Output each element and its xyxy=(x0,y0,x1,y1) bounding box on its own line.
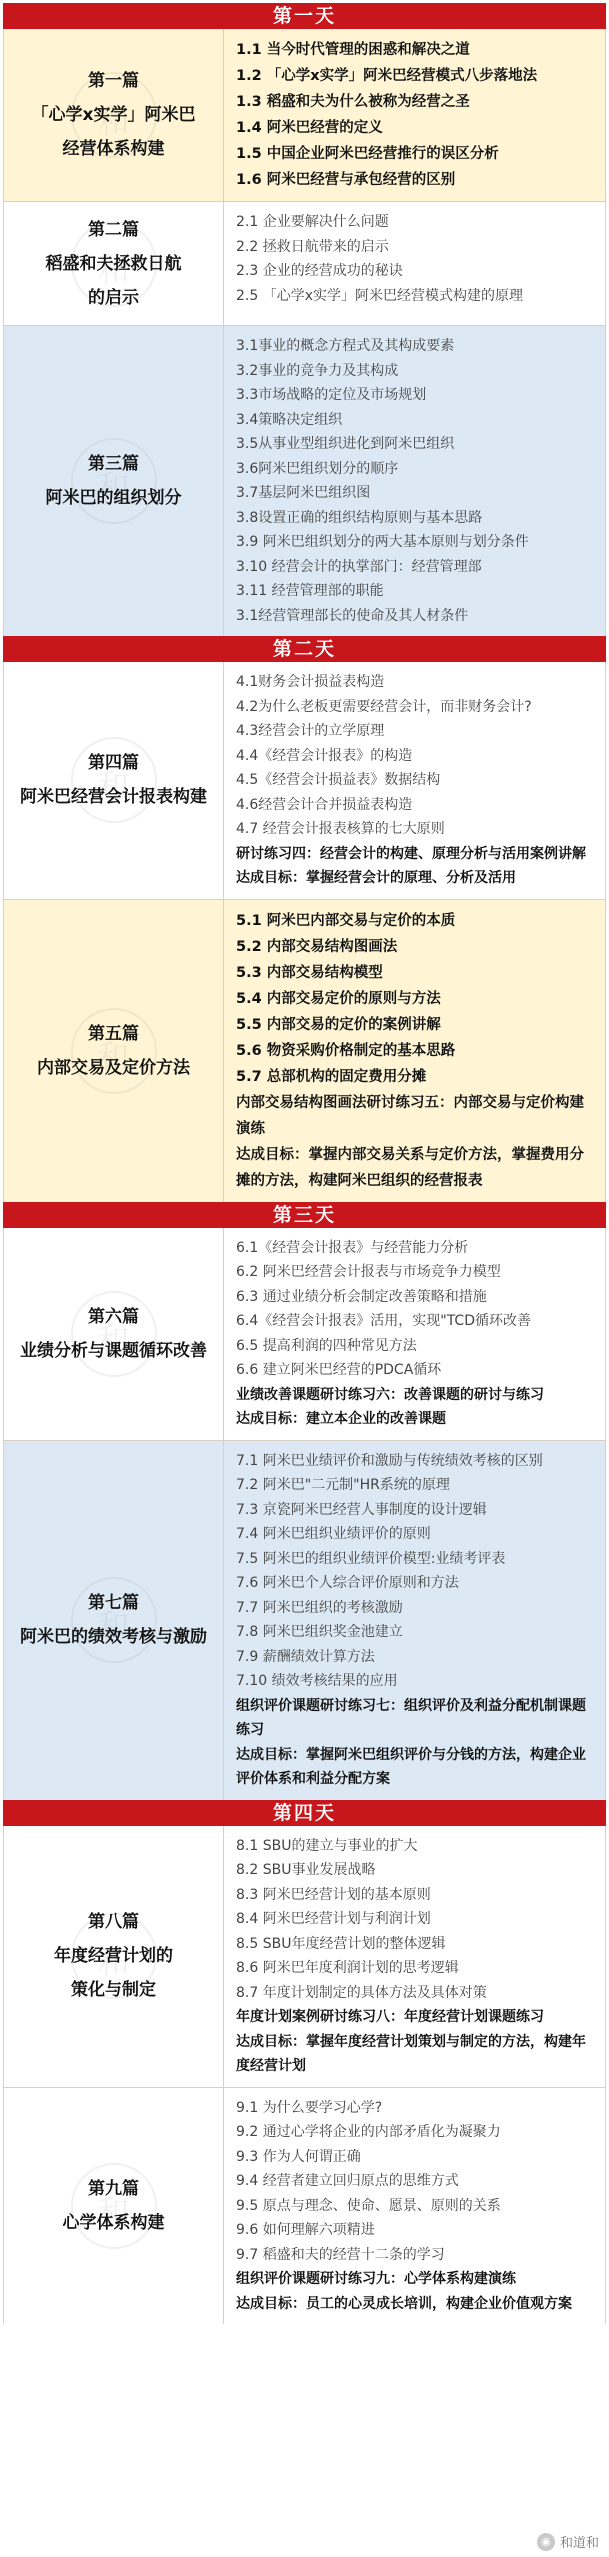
chapter-title-cell xyxy=(4,1228,224,1440)
topic-item: 3.4策略决定组织 xyxy=(236,411,343,428)
chapter-row xyxy=(3,2087,606,2325)
topic-item: 5.6 物资采购价格制定的基本思路 xyxy=(236,1042,456,1059)
practice-item: 年度计划案例研讨练习八：年度经营计划课题练习 xyxy=(236,2009,544,2025)
topic-item: 4.2为什么老板更需要经营会计，而非财务会计? xyxy=(236,698,532,715)
topic-item: 8.5 SBU年度经营计划的整体逻辑 xyxy=(236,1935,446,1952)
chapter-title: 阿米巴的绩效考核与激励 xyxy=(20,1627,207,1647)
chapter-topics xyxy=(224,29,605,201)
chapter-topics xyxy=(224,662,605,899)
topic-item: 1.6 阿米巴经营与承包经营的区别 xyxy=(236,172,456,188)
topic-item: 9.1 为什么要学习心学? xyxy=(236,2099,383,2116)
day-header: 第一天 xyxy=(3,3,606,29)
chapter-row xyxy=(3,325,606,636)
topic-item: 4.7 经营会计报表核算的七大原则 xyxy=(236,821,445,837)
chapter-title: 年度经营计划的 xyxy=(54,1946,173,1966)
chapter-title-cell xyxy=(4,1441,224,1800)
chapter-number: 第五篇 xyxy=(88,1023,139,1044)
topic-item: 8.2 SBU事业发展战略 xyxy=(236,1862,376,1878)
topic-item: 9.5 原点与理念、使命、愿景、原则的关系 xyxy=(236,2197,501,2214)
practice-item: 内部交易结构图画法研讨练习五：内部交易与定价构建演练 xyxy=(236,1094,584,1137)
topic-item: 9.2 通过心学将企业的内部矛盾化为凝聚力 xyxy=(236,2124,501,2140)
chapter-title: 稻盛和夫拯救日航 xyxy=(45,253,182,274)
topic-item: 5.5 内部交易的定价的案例讲解 xyxy=(236,1016,441,1033)
chapter-title-cell xyxy=(4,1826,224,2087)
chapter-row xyxy=(3,662,606,899)
chapter-title: 业绩分析与课题循环改善 xyxy=(20,1340,207,1361)
topic-item: 2.2 拯救日航带来的启示 xyxy=(236,238,389,255)
chapter-topics xyxy=(224,2088,605,2325)
topic-item: 3.11 经营管理部的职能 xyxy=(236,583,384,599)
chapter-title-cell xyxy=(4,662,224,899)
topic-item: 5.2 内部交易结构图画法 xyxy=(236,938,398,955)
topic-item: 4.5《经营会计损益表》数据结构 xyxy=(236,772,441,788)
chapter-row xyxy=(3,1440,606,1800)
chapter-title: 内部交易及定价方法 xyxy=(37,1057,190,1078)
topic-item: 7.2 阿米巴"二元制"HR系统的原理 xyxy=(236,1477,450,1493)
chapter-row xyxy=(3,201,606,325)
topic-item: 2.5 「心学x实学」阿米巴经营模式构建的原理 xyxy=(236,287,523,304)
chapter-number: 第三篇 xyxy=(88,454,139,474)
goal-item: 达成目标：掌握年度经营计划策划与制定的方法，构建年度经营计划 xyxy=(236,2033,586,2074)
topic-item: 6.2 阿米巴经营会计报表与市场竞争力模型 xyxy=(236,1264,501,1280)
goal-item: 达成目标：员工的心灵成长培训，构建企业价值观方案 xyxy=(236,2295,572,2312)
wechat-icon: ◉ xyxy=(537,2533,555,2551)
topic-item: 3.7基层阿米巴组织图 xyxy=(236,485,371,501)
topic-item: 3.2事业的竞争力及其构成 xyxy=(236,362,399,379)
chapter-number: 第六篇 xyxy=(88,1306,139,1327)
chapter-title: 阿米巴的组织划分 xyxy=(45,488,182,508)
topic-item: 3.9 阿米巴组织划分的两大基本原则与划分条件 xyxy=(236,534,529,550)
day-header: 第四天 xyxy=(3,1800,606,1826)
topic-item: 9.4 经营者建立回归原点的思维方式 xyxy=(236,2173,459,2189)
chapter-topics xyxy=(224,202,605,325)
footer-brand: 和道和 xyxy=(559,2536,599,2551)
chapter-number: 第四篇 xyxy=(88,753,139,774)
chapter-number: 第七篇 xyxy=(88,1593,139,1613)
topic-item: 7.10 绩效考核结果的应用 xyxy=(236,1673,398,1689)
chapter-row xyxy=(3,899,606,1202)
chapter-title: 「心学x实学」阿米巴 xyxy=(31,105,196,125)
topic-item: 7.1 阿米巴业绩评价和激励与传统绩效考核的区别 xyxy=(236,1452,543,1469)
chapter-title: 阿米巴经营会计报表构建 xyxy=(20,787,207,808)
topic-item: 4.1财务会计损益表构造 xyxy=(236,674,385,690)
topic-item: 1.5 中国企业阿米巴经营推行的误区分析 xyxy=(236,146,499,162)
topic-item: 6.4《经营会计报表》活用，实现"TCD循环改善 xyxy=(236,1313,531,1329)
chapter-title-cell xyxy=(4,29,224,201)
chapter-title-cell xyxy=(4,2088,224,2325)
practice-item: 组织评价课题研讨练习九：心学体系构建演练 xyxy=(236,2271,516,2287)
topic-item: 3.1事业的概念方程式及其构成要素 xyxy=(236,338,455,354)
topic-item: 1.3 稻盛和夫为什么被称为经营之圣 xyxy=(236,94,470,110)
topic-item: 7.9 薪酬绩效计算方法 xyxy=(236,1648,375,1665)
topic-item: 8.4 阿米巴经营计划与利润计划 xyxy=(236,1911,431,1927)
course-content xyxy=(3,3,606,2324)
topic-item: 7.7 阿米巴组织的考核激励 xyxy=(236,1599,403,1616)
topic-item: 3.3市场战略的定位及市场规划 xyxy=(236,387,427,403)
topic-item: 9.6 如何理解六项精进 xyxy=(236,2222,375,2238)
chapter-title-cell xyxy=(4,202,224,325)
topic-item: 4.6经营会计合并损益表构造 xyxy=(236,796,413,813)
topic-item: 2.3 企业的经营成功的秘诀 xyxy=(236,263,403,279)
goal-item: 达成目标：建立本企业的改善课题 xyxy=(236,1411,446,1427)
chapter-title: 心学体系构建 xyxy=(62,2212,165,2233)
topic-item: 8.1 SBU的建立与事业的扩大 xyxy=(236,1837,418,1854)
topic-item: 8.7 年度计划制定的具体方法及具体对策 xyxy=(236,1984,487,2001)
goal-item: 达成目标：掌握内部交易关系与定价方法，掌握费用分摊的方法，构建阿米巴组织的经营报表 xyxy=(236,1146,584,1189)
chapter-number: 第九篇 xyxy=(88,2178,139,2199)
topic-item: 6.6 建立阿米巴经营的PDCA循环 xyxy=(236,1362,442,1378)
goal-item: 达成目标：掌握阿米巴组织评价与分钱的方法，构建企业评价体系和利益分配方案 xyxy=(236,1746,586,1787)
chapter-title: 经营体系构建 xyxy=(62,139,165,159)
topic-item: 5.4 内部交易定价的原则与方法 xyxy=(236,990,441,1007)
topic-item: 3.8设置正确的组织结构原则与基本思路 xyxy=(236,509,483,526)
chapter-row xyxy=(3,29,606,201)
chapter-row xyxy=(3,1228,606,1440)
topic-item: 3.6阿米巴组织划分的顺序 xyxy=(236,460,399,477)
practice-item: 业绩改善课题研讨练习六：改善课题的研讨与练习 xyxy=(236,1386,544,1403)
day-header: 第二天 xyxy=(3,636,606,662)
topic-item: 1.1 当今时代管理的困惑和解决之道 xyxy=(236,42,470,58)
chapter-title-cell xyxy=(4,900,224,1202)
chapter-number: 第二篇 xyxy=(88,219,139,240)
practice-item: 组织评价课题研讨练习七：组织评价及利益分配机制课题练习 xyxy=(236,1697,586,1738)
footer-watermark xyxy=(537,2532,599,2551)
topic-item: 3.1经营管理部长的使命及其人材条件 xyxy=(236,607,469,624)
goal-item: 达成目标：掌握经营会计的原理、分析及活用 xyxy=(236,870,516,886)
practice-item: 研讨练习四：经营会计的构建、原理分析与活用案例讲解 xyxy=(236,845,586,862)
topic-item: 5.1 阿米巴内部交易与定价的本质 xyxy=(236,912,456,929)
topic-item: 7.4 阿米巴组织业绩评价的原则 xyxy=(236,1526,431,1542)
topic-item: 8.6 阿米巴年度利润计划的思考逻辑 xyxy=(236,1960,459,1976)
topic-item: 6.1《经营会计报表》与经营能力分析 xyxy=(236,1239,469,1256)
topic-item: 3.10 经营会计的执掌部门：经营管理部 xyxy=(236,558,482,575)
chapter-topics xyxy=(224,1228,605,1440)
topic-item: 5.3 内部交易结构模型 xyxy=(236,964,383,981)
chapter-row xyxy=(3,1826,606,2087)
chapter-title-cell xyxy=(4,326,224,636)
topic-item: 7.8 阿米巴组织奖金池建立 xyxy=(236,1624,403,1640)
chapter-number: 第八篇 xyxy=(88,1912,139,1932)
topic-item: 5.7 总部机构的固定费用分摊 xyxy=(236,1068,427,1085)
chapter-topics xyxy=(224,326,605,636)
topic-item: 6.3 通过业绩分析会制定改善策略和措施 xyxy=(236,1288,487,1305)
topic-item: 7.6 阿米巴个人综合评价原则和方法 xyxy=(236,1575,459,1591)
chapter-title: 策化与制定 xyxy=(71,1980,156,2000)
topic-item: 7.3 京瓷阿米巴经营人事制度的设计逻辑 xyxy=(236,1501,487,1518)
topic-item: 1.2 「心学x实学」阿米巴经营模式八步落地法 xyxy=(236,68,538,84)
topic-item: 4.3经营会计的立学原理 xyxy=(236,723,385,739)
chapter-title: 的启示 xyxy=(88,287,139,308)
topic-item: 2.1 企业要解决什么问题 xyxy=(236,214,389,230)
topic-item: 9.3 作为人何谓正确 xyxy=(236,2148,361,2165)
chapter-number: 第一篇 xyxy=(88,71,139,91)
topic-item: 1.4 阿米巴经营的定义 xyxy=(236,120,383,136)
topic-item: 3.5从事业型组织进化到阿米巴组织 xyxy=(236,436,455,452)
chapter-topics xyxy=(224,1441,605,1800)
topic-item: 6.5 提高利润的四种常见方法 xyxy=(236,1337,417,1354)
chapter-topics xyxy=(224,900,605,1202)
topic-item: 9.7 稻盛和夫的经营十二条的学习 xyxy=(236,2246,445,2263)
topic-item: 4.4《经营会计报表》的构造 xyxy=(236,747,413,764)
day-header: 第三天 xyxy=(3,1202,606,1228)
topic-item: 7.5 阿米巴的组织业绩评价模型:业绩考评表 xyxy=(236,1550,506,1567)
topic-item: 8.3 阿米巴经营计划的基本原则 xyxy=(236,1886,431,1903)
chapter-topics xyxy=(224,1826,605,2087)
